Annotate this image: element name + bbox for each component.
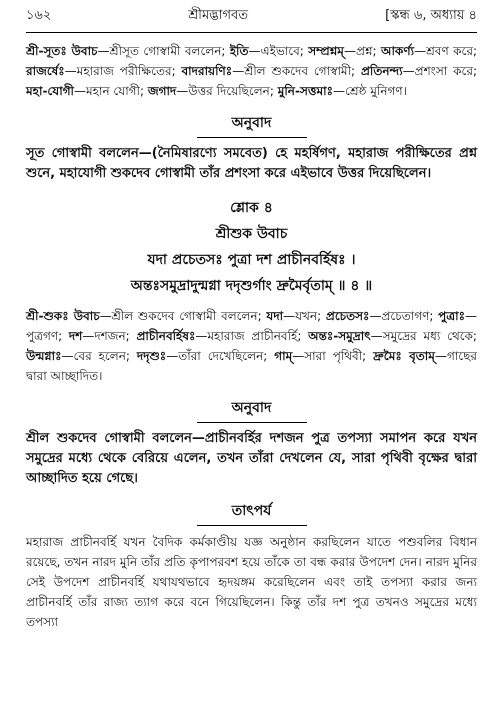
synonym-word: আকর্ণ্য (380, 44, 415, 58)
heading-underline (197, 525, 307, 526)
synonym-word: মহা-যোগী (26, 84, 74, 98)
translation-heading-2: অনুবাদ (231, 400, 272, 416)
synonym-word: দ্রুমৈঃ বৃতাম্ (373, 349, 435, 363)
heading-underline (197, 137, 307, 138)
synonym-word: দশ (68, 329, 83, 343)
purport-heading: তাৎপর্য (231, 503, 272, 519)
book-title: শ্রীমদ্ভাগবত (188, 8, 249, 23)
synonym-meaning: —উত্তর দিয়েছিলেন; (176, 84, 278, 98)
translation-verse-3: সূত গোস্বামী বললেন—(নৈমিষারণ্যে সমবেত) হে মহর্ষিগণ, মহারাজ পরীক্ষিতের প্রশ্ন শুনে, মহাযোগী শুকদেব গোস্বামী তাঁর প্রশংসা করে এইভাবে উত্তর দিয়েছিলেন। (26, 146, 477, 181)
purport-text: মহারাজ প্রাচীনবর্হি যখন বৈদিক কর্মকাণ্ডীয় যজ্ঞ অনুষ্ঠান করছিলেন যাতে পশুবলির বিধান রয়েছে, তখন নারদ মুনি তাঁর প্রতি কৃপাপরবশ হয়ে তাঁকে তা বন্ধ করার উপদেশ দেন। নারদ মুনির সেই উপদেশ প্রাচীনবর্হি যথাযথভাবে হৃদয়ঙ্গম করেছিলেন এবং তাই তপস্যা করার জন্য প্রাচীনবর্হি তাঁর রাজ্য ত্যাগ করে বনে গিয়েছিলেন। কিন্তু তাঁর দশ পুত্র তখনও সমুদ্রের মধ্যে তপস্যা (26, 535, 477, 629)
synonym-word: ইতি (229, 44, 249, 58)
page-number: ১৬২ (26, 8, 52, 23)
synonym-word: যদা (266, 309, 284, 323)
synonym-meaning: —শ্রীল শুকদেব গোস্বামী; (232, 64, 361, 78)
translation-verse-4: শ্রীল শুকদেব গোস্বামী বললেন—প্রাচীনবর্হির দশজন পুত্র তপস্যা সমাপন করে যখন সমুদ্রের মধ্যে থেকে বেরিয়ে এলেন, তখন তাঁরা দেখলেন যে, সারা পৃথিবী বৃক্ষের দ্বারা আচ্ছাদিত হয়ে গেছে। (26, 431, 477, 486)
synonym-word: প্রাচীনবর্হিষঃ (136, 329, 196, 343)
synonym-meaning: —মহারাজ পরীক্ষিতের; (64, 64, 182, 78)
sloka-speaker: শ্রীশুক উবাচ (215, 226, 288, 242)
synonym-meaning: —শ্রেষ্ঠ মুনিগণ। (333, 84, 407, 98)
synonym-word: বাদরায়ণিঃ (181, 64, 233, 78)
synonym-meaning: —বের হলেন; (61, 349, 137, 363)
synonym-meaning: —শ্রীসূত গোস্বামী বললেন; (97, 44, 230, 58)
synonyms-verse-4 (26, 306, 477, 386)
synonym-meaning: —সারা পৃথিবী; (292, 349, 374, 363)
page-header (26, 6, 477, 33)
synonym-word: মুনি-সত্তমাঃ (277, 84, 333, 98)
synonym-meaning: —যখন; (283, 309, 326, 323)
synonym-meaning: —শ্রবণ করে; (414, 44, 477, 58)
synonym-meaning: —তাঁরা দেখেছিলেন; (166, 349, 275, 363)
sloka-line-1: যদা প্রচেতসঃ পুত্রা দশ প্রাচীনবর্হিষঃ । (147, 252, 356, 268)
synonym-meaning: —দশজন; (82, 329, 137, 343)
synonym-word: প্রতিনন্দ্য (360, 64, 403, 78)
synonym-meaning: —প্রচেতাগণ; (369, 309, 439, 323)
sloka-line-2: অন্তঃসমুদ্রাদুন্মগ্না দদৃশুর্গাং দ্রুমৈর্বৃতাম্ ॥ ৪ ॥ (130, 278, 373, 294)
synonym-meaning: —সমুদ্রের মধ্য থেকে; (370, 329, 477, 343)
synonym-word: রাজর্ষেঃ (26, 64, 65, 78)
sloka-label: শ্লোক ৪ (230, 200, 273, 216)
synonym-meaning: —মহান যোগী; (74, 84, 148, 98)
synonym-word: দদৃশুঃ (136, 349, 167, 363)
heading-underline (197, 422, 307, 423)
synonym-word: গাম্ (274, 349, 293, 363)
synonym-meaning: —পুত্রগণ; (26, 309, 477, 343)
synonym-word: শ্রী-শুকঃ উবাচ (26, 309, 100, 323)
synonym-word: পুত্রাঃ (438, 309, 465, 323)
synonym-meaning: —শ্রীল শুকদেব গোস্বামী বললেন; (99, 309, 267, 323)
synonym-meaning: —প্রশংসা করে; (402, 64, 477, 78)
translation-heading-1: অনুবাদ (231, 115, 272, 131)
synonym-word: সম্প্রশ্নম্ (308, 44, 344, 58)
section-reference: [স্কন্ধ ৬, অধ্যায় ৪ (385, 8, 477, 23)
synonym-word: উন্মগ্নাঃ (26, 349, 62, 363)
synonym-meaning: —এইভাবে; (248, 44, 309, 58)
synonym-meaning: —গাছের দ্বারা আচ্ছাদিত। (26, 349, 477, 383)
synonym-meaning: —প্রশ্ন; (343, 44, 381, 58)
synonym-word: শ্রী-সূতঃ উবাচ (26, 44, 98, 58)
synonym-word: প্রচেতসঃ (325, 309, 370, 323)
synonym-word: অন্তঃ-সমুদ্রাৎ (308, 329, 371, 343)
synonyms-verse-3 (26, 41, 477, 101)
synonym-meaning: —মহারাজ প্রাচীনবর্হি; (195, 329, 309, 343)
synonym-word: জগাদ (147, 84, 177, 98)
